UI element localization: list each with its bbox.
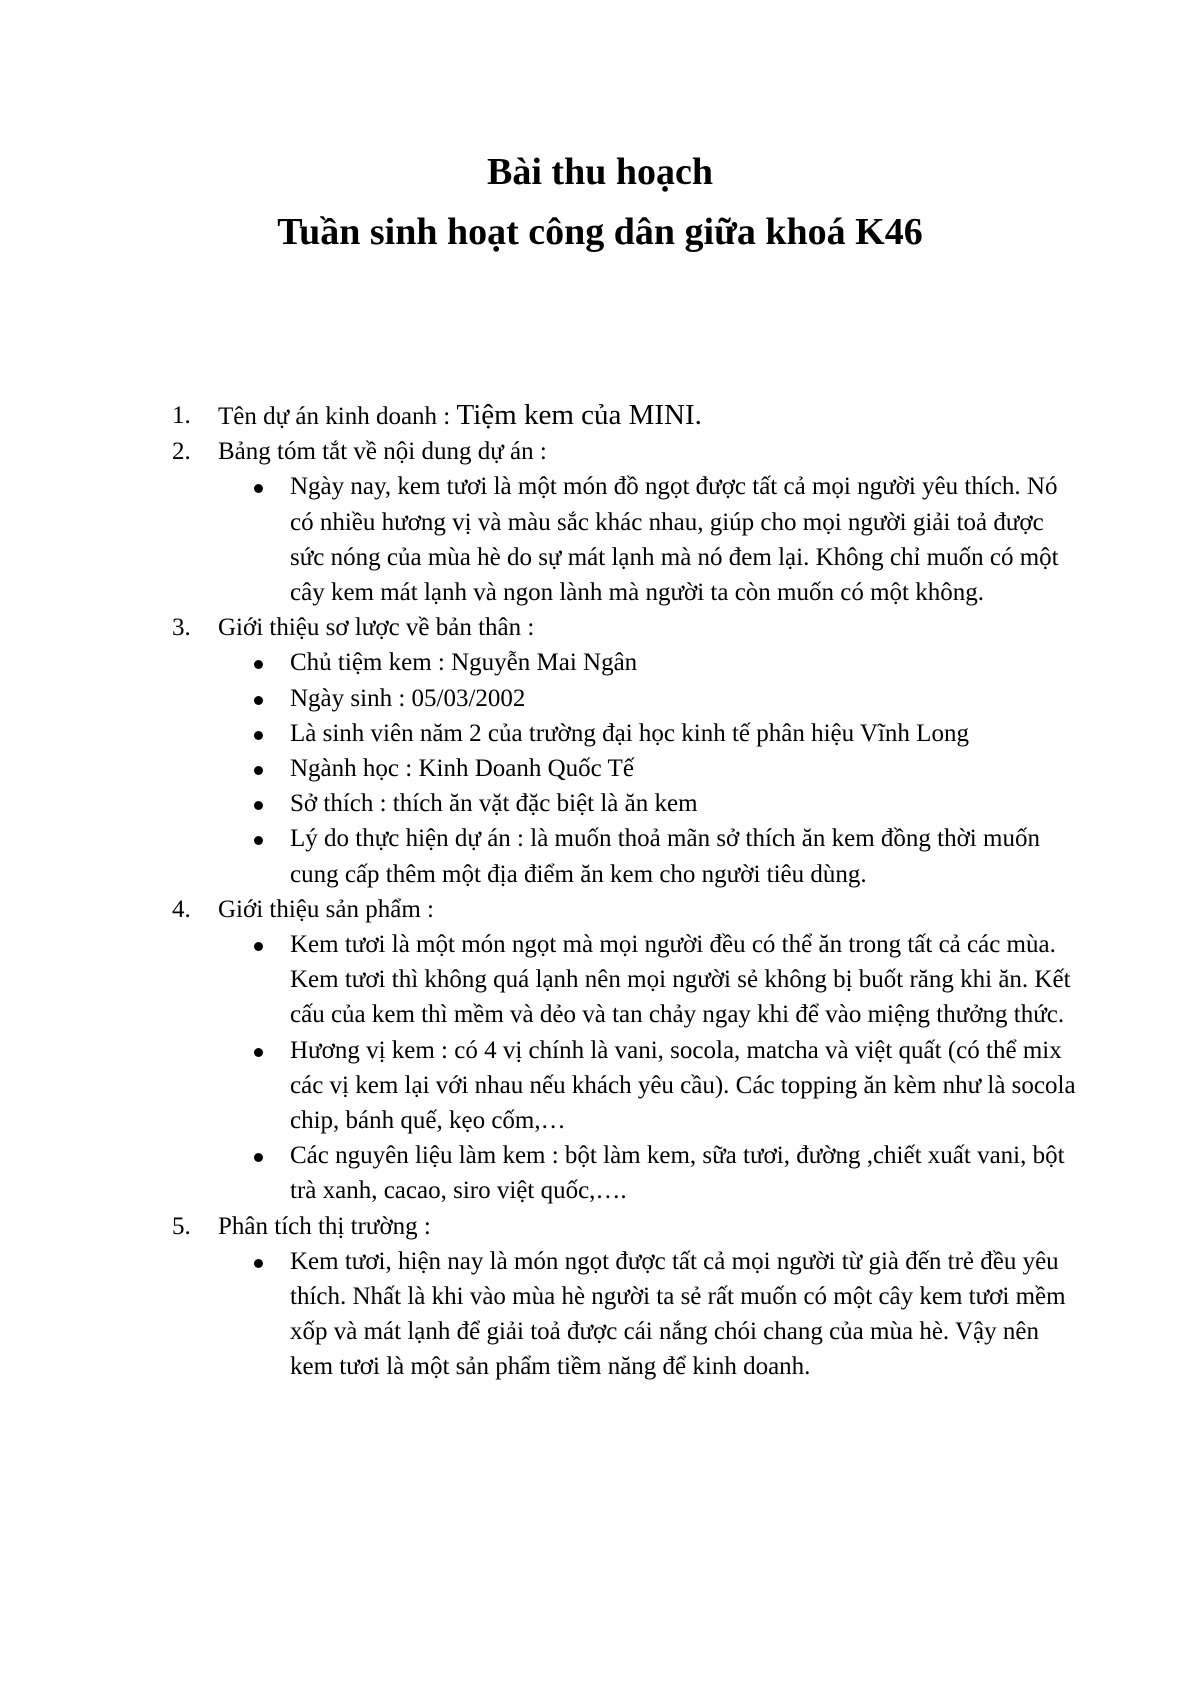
- section-label: Phân tích thị trường :: [218, 1212, 431, 1240]
- list-item-text: Chủ tiệm kem : Nguyễn Mai Ngân: [290, 649, 638, 677]
- bullet-icon: [254, 696, 263, 705]
- list-item-text: Ngày sinh : 05/03/2002: [290, 684, 526, 712]
- bullet-list: [218, 469, 1072, 610]
- list-item-text: Sở thích : thích ăn vặt đặc biệt là ăn kem: [290, 790, 698, 818]
- section-number: 1.: [172, 402, 191, 429]
- list-item-text: Ngày nay, kem tươi là một món đồ ngọt được tất cả mọi người yêu thích. Nó có nhiều hương vị và màu sắc khác nhau, giúp cho mọi người giải toả được sức nóng của mùa hè do sự mát lạnh mà nó đem lại. Không chỉ muốn có một cây kem mát lạnh và ngon lành mà người ta còn muốn có một không.: [290, 473, 1059, 607]
- list-item: [290, 821, 1080, 891]
- list-item-text: Kem tươi, hiện nay là món ngọt được tất cả mọi người từ già đến trẻ đều yêu thích. Nhất là khi vào mùa hè người ta sẻ rất muốn có một cây kem tươi mềm xốp và mát lạnh để giải toả được cái nắng chói chang của mùa hè. Vậy nên kem tươi là một sản phẩm tiềm năng để kinh doanh.: [290, 1247, 1066, 1381]
- section-number: 3.: [172, 614, 191, 642]
- list-item-text: Lý do thực hiện dự án : là muốn thoả mãn sở thích ăn kem đồng thời muốn cung cấp thêm một địa điểm ăn kem cho người tiêu dùng.: [290, 825, 1040, 888]
- list-item: [290, 716, 1080, 751]
- section-label: Tên dự án kinh doanh :: [218, 403, 451, 430]
- section-number: 5.: [172, 1212, 191, 1240]
- list-item: [290, 681, 1080, 716]
- bullet-icon: [254, 836, 263, 845]
- section-list: [172, 398, 1076, 1385]
- list-item-text: Kem tươi là một món ngọt mà mọi người đều có thể ăn trong tất cả các mùa. Kem tươi thì không quá lạnh nên mọi người sẻ không bị buốt răng khi ăn. Kết cấu của kem thì mềm và dẻo và tan chảy ngay khi để vào miệng thưởng thức.: [290, 931, 1071, 1029]
- document-title: Bài thu hoạch: [487, 151, 713, 193]
- bullet-icon: [254, 1153, 263, 1162]
- list-item: [290, 1138, 1080, 1208]
- bullet-icon: [254, 1048, 263, 1057]
- document-body: [172, 398, 1076, 1385]
- section-3: [172, 610, 1072, 892]
- list-item: [290, 1033, 1080, 1139]
- document-subtitle: Tuần sinh hoạt công dân giữa khoá K46: [277, 211, 923, 253]
- list-item-text: Ngành học : Kinh Doanh Quốc Tế: [290, 755, 634, 783]
- section-number: 4.: [172, 895, 191, 923]
- section-label: Giới thiệu sản phẩm :: [218, 895, 434, 923]
- list-item: [290, 645, 1080, 680]
- bullet-list: [218, 645, 1072, 891]
- bullet-icon: [254, 484, 263, 493]
- list-item: [290, 927, 1080, 1033]
- bullet-list: [218, 927, 1076, 1209]
- list-item-text: Hương vị kem : có 4 vị chính là vani, socola, matcha và việt quất (có thể mix các vị kem lại với nhau nếu khách yêu cầu). Các topping ăn kèm như là socola chip, bánh quế, kẹo cốm,…: [290, 1036, 1076, 1135]
- list-item: [290, 786, 1080, 821]
- bullet-icon: [254, 731, 263, 740]
- list-item-text: Là sinh viên năm 2 của trường đại học kinh tế phân hiệu Vĩnh Long: [290, 719, 969, 747]
- bullet-list: [218, 1244, 1072, 1385]
- list-item: [290, 1244, 1080, 1385]
- list-item-text: Các nguyên liệu làm kem : bột làm kem, sữa tươi, đường ,chiết xuất vani, bột trà xanh, cacao, siro việt quốc,….: [290, 1142, 1065, 1205]
- list-item: [290, 751, 1080, 786]
- section-label: Bảng tóm tắt về nội dung dự án :: [218, 438, 547, 466]
- section-number: 2.: [172, 438, 191, 466]
- bullet-icon: [254, 942, 263, 951]
- bullet-icon: [254, 766, 263, 775]
- section-label: Giới thiệu sơ lược về bản thân :: [218, 614, 535, 642]
- title-block: [0, 142, 1200, 262]
- bullet-icon: [254, 1259, 263, 1268]
- section-4: [172, 892, 1076, 1209]
- section-5: [172, 1209, 1072, 1385]
- list-item: [290, 469, 1080, 610]
- project-name: Tiệm kem của MINI.: [456, 399, 702, 431]
- section-2: [172, 434, 1072, 610]
- bullet-icon: [254, 660, 263, 669]
- bullet-icon: [254, 801, 263, 810]
- section-1: [172, 398, 1072, 434]
